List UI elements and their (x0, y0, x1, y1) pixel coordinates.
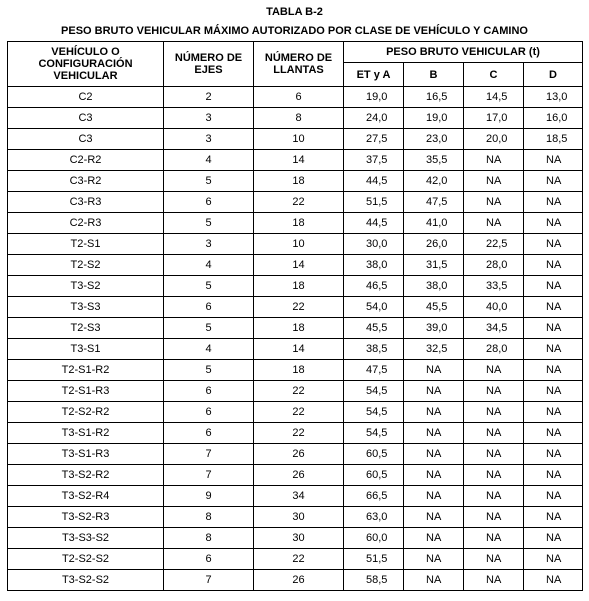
ejes-cell: 8 (164, 507, 254, 528)
header-c: C (464, 63, 524, 87)
vehiculo-cell: T2-S2 (8, 255, 164, 276)
c-cell: 22,5 (464, 234, 524, 255)
vehiculo-cell: C3 (8, 108, 164, 129)
b-cell: 23,0 (404, 129, 464, 150)
vehiculo-cell: T3-S2-R3 (8, 507, 164, 528)
ejes-cell: 6 (164, 549, 254, 570)
llantas-cell: 30 (254, 528, 344, 549)
header-d: D (524, 63, 583, 87)
llantas-cell: 22 (254, 381, 344, 402)
d-cell: NA (524, 192, 583, 213)
vehiculo-cell: C2-R3 (8, 213, 164, 234)
c-cell: NA (464, 192, 524, 213)
vehiculo-cell: C3 (8, 129, 164, 150)
table-row (8, 423, 583, 444)
weight-table (7, 41, 583, 591)
c-cell: 14,5 (464, 87, 524, 108)
et-y-a-cell: 54,5 (344, 381, 404, 402)
et-y-a-cell: 47,5 (344, 360, 404, 381)
header-peso: PESO BRUTO VEHICULAR (t) (344, 42, 583, 63)
c-cell: NA (464, 486, 524, 507)
b-cell: 32,5 (404, 339, 464, 360)
ejes-cell: 7 (164, 465, 254, 486)
table-row (8, 570, 583, 591)
d-cell: NA (524, 171, 583, 192)
et-y-a-cell: 24,0 (344, 108, 404, 129)
b-cell: 19,0 (404, 108, 464, 129)
d-cell: NA (524, 570, 583, 591)
d-cell: 16,0 (524, 108, 583, 129)
d-cell: NA (524, 549, 583, 570)
llantas-cell: 18 (254, 360, 344, 381)
llantas-cell: 26 (254, 465, 344, 486)
table-row (8, 192, 583, 213)
d-cell: NA (524, 360, 583, 381)
table-body (8, 87, 583, 591)
ejes-cell: 6 (164, 192, 254, 213)
vehiculo-cell: T3-S1-R2 (8, 423, 164, 444)
table-row (8, 360, 583, 381)
ejes-cell: 5 (164, 318, 254, 339)
b-cell: 31,5 (404, 255, 464, 276)
ejes-cell: 6 (164, 423, 254, 444)
vehiculo-cell: T3-S3 (8, 297, 164, 318)
d-cell: NA (524, 255, 583, 276)
llantas-cell: 6 (254, 87, 344, 108)
b-cell: NA (404, 570, 464, 591)
et-y-a-cell: 66,5 (344, 486, 404, 507)
b-cell: NA (404, 507, 464, 528)
b-cell: 45,5 (404, 297, 464, 318)
table-row (8, 381, 583, 402)
b-cell: 39,0 (404, 318, 464, 339)
et-y-a-cell: 51,5 (344, 549, 404, 570)
d-cell: NA (524, 276, 583, 297)
vehiculo-cell: C3-R2 (8, 171, 164, 192)
table-row (8, 108, 583, 129)
ejes-cell: 4 (164, 339, 254, 360)
table-row (8, 150, 583, 171)
table-row (8, 528, 583, 549)
d-cell: NA (524, 423, 583, 444)
b-cell: NA (404, 402, 464, 423)
llantas-cell: 22 (254, 549, 344, 570)
table-row (8, 339, 583, 360)
vehiculo-cell: C2-R2 (8, 150, 164, 171)
et-y-a-cell: 63,0 (344, 507, 404, 528)
table-row (8, 129, 583, 150)
vehiculo-cell: C2 (8, 87, 164, 108)
vehiculo-cell: T3-S2 (8, 276, 164, 297)
vehiculo-cell: T3-S2-S2 (8, 570, 164, 591)
et-y-a-cell: 38,0 (344, 255, 404, 276)
b-cell: NA (404, 381, 464, 402)
ejes-cell: 5 (164, 213, 254, 234)
b-cell: 41,0 (404, 213, 464, 234)
c-cell: NA (464, 549, 524, 570)
table-row (8, 507, 583, 528)
c-cell: NA (464, 360, 524, 381)
header-b: B (404, 63, 464, 87)
table-row (8, 549, 583, 570)
d-cell: NA (524, 402, 583, 423)
table-title: TABLA B-2 (266, 6, 323, 18)
et-y-a-cell: 27,5 (344, 129, 404, 150)
et-y-a-cell: 37,5 (344, 150, 404, 171)
llantas-cell: 14 (254, 339, 344, 360)
et-y-a-cell: 54,5 (344, 402, 404, 423)
llantas-cell: 22 (254, 423, 344, 444)
d-cell: NA (524, 444, 583, 465)
b-cell: 16,5 (404, 87, 464, 108)
c-cell: NA (464, 570, 524, 591)
table-row (8, 255, 583, 276)
b-cell: NA (404, 486, 464, 507)
vehiculo-cell: T3-S2-R2 (8, 465, 164, 486)
llantas-cell: 22 (254, 402, 344, 423)
llantas-cell: 14 (254, 255, 344, 276)
header-llantas: NÚMERO DE LLANTAS (254, 42, 344, 87)
d-cell: NA (524, 297, 583, 318)
vehiculo-cell: T2-S1 (8, 234, 164, 255)
ejes-cell: 8 (164, 528, 254, 549)
b-cell: 42,0 (404, 171, 464, 192)
d-cell: NA (524, 486, 583, 507)
et-y-a-cell: 45,5 (344, 318, 404, 339)
d-cell: NA (524, 234, 583, 255)
b-cell: NA (404, 360, 464, 381)
table-row (8, 444, 583, 465)
vehiculo-cell: T3-S2-R4 (8, 486, 164, 507)
ejes-cell: 4 (164, 255, 254, 276)
llantas-cell: 10 (254, 234, 344, 255)
llantas-cell: 18 (254, 213, 344, 234)
c-cell: 33,5 (464, 276, 524, 297)
table-row (8, 465, 583, 486)
ejes-cell: 6 (164, 381, 254, 402)
b-cell: 35,5 (404, 150, 464, 171)
c-cell: 28,0 (464, 339, 524, 360)
llantas-cell: 10 (254, 129, 344, 150)
et-y-a-cell: 19,0 (344, 87, 404, 108)
llantas-cell: 14 (254, 150, 344, 171)
c-cell: NA (464, 444, 524, 465)
b-cell: 47,5 (404, 192, 464, 213)
et-y-a-cell: 54,5 (344, 423, 404, 444)
ejes-cell: 7 (164, 570, 254, 591)
et-y-a-cell: 60,5 (344, 465, 404, 486)
et-y-a-cell: 54,0 (344, 297, 404, 318)
vehiculo-cell: T3-S1-R3 (8, 444, 164, 465)
vehiculo-cell: C3-R3 (8, 192, 164, 213)
llantas-cell: 22 (254, 297, 344, 318)
c-cell: NA (464, 402, 524, 423)
b-cell: NA (404, 444, 464, 465)
et-y-a-cell: 44,5 (344, 171, 404, 192)
vehiculo-cell: T2-S1-R2 (8, 360, 164, 381)
llantas-cell: 26 (254, 570, 344, 591)
ejes-cell: 7 (164, 444, 254, 465)
vehiculo-cell: T2-S1-R3 (8, 381, 164, 402)
c-cell: NA (464, 465, 524, 486)
b-cell: 26,0 (404, 234, 464, 255)
et-y-a-cell: 44,5 (344, 213, 404, 234)
et-y-a-cell: 46,5 (344, 276, 404, 297)
table-row (8, 486, 583, 507)
c-cell: 20,0 (464, 129, 524, 150)
d-cell: NA (524, 381, 583, 402)
c-cell: 34,5 (464, 318, 524, 339)
ejes-cell: 5 (164, 171, 254, 192)
table-row (8, 213, 583, 234)
b-cell: NA (404, 465, 464, 486)
d-cell: NA (524, 318, 583, 339)
llantas-cell: 34 (254, 486, 344, 507)
ejes-cell: 3 (164, 234, 254, 255)
c-cell: NA (464, 213, 524, 234)
llantas-cell: 22 (254, 192, 344, 213)
vehiculo-cell: T2-S3 (8, 318, 164, 339)
d-cell: NA (524, 150, 583, 171)
d-cell: NA (524, 507, 583, 528)
c-cell: NA (464, 381, 524, 402)
table-row (8, 318, 583, 339)
llantas-cell: 18 (254, 171, 344, 192)
ejes-cell: 3 (164, 108, 254, 129)
vehiculo-cell: T3-S3-S2 (8, 528, 164, 549)
c-cell: NA (464, 150, 524, 171)
ejes-cell: 5 (164, 276, 254, 297)
table-row (8, 276, 583, 297)
c-cell: NA (464, 528, 524, 549)
b-cell: 38,0 (404, 276, 464, 297)
c-cell: 40,0 (464, 297, 524, 318)
b-cell: NA (404, 528, 464, 549)
et-y-a-cell: 58,5 (344, 570, 404, 591)
table-row (8, 87, 583, 108)
llantas-cell: 30 (254, 507, 344, 528)
llantas-cell: 8 (254, 108, 344, 129)
c-cell: NA (464, 507, 524, 528)
et-y-a-cell: 30,0 (344, 234, 404, 255)
et-y-a-cell: 51,5 (344, 192, 404, 213)
b-cell: NA (404, 549, 464, 570)
llantas-cell: 18 (254, 276, 344, 297)
ejes-cell: 4 (164, 150, 254, 171)
header-ejes: NÚMERO DE EJES (164, 42, 254, 87)
table-row (8, 402, 583, 423)
ejes-cell: 3 (164, 129, 254, 150)
b-cell: NA (404, 423, 464, 444)
vehiculo-cell: T3-S1 (8, 339, 164, 360)
ejes-cell: 2 (164, 87, 254, 108)
table-row (8, 234, 583, 255)
vehiculo-cell: T2-S2-R2 (8, 402, 164, 423)
ejes-cell: 9 (164, 486, 254, 507)
d-cell: NA (524, 339, 583, 360)
d-cell: NA (524, 213, 583, 234)
c-cell: 28,0 (464, 255, 524, 276)
vehiculo-cell: T2-S2-S2 (8, 549, 164, 570)
d-cell: NA (524, 528, 583, 549)
d-cell: NA (524, 465, 583, 486)
c-cell: NA (464, 423, 524, 444)
llantas-cell: 26 (254, 444, 344, 465)
et-y-a-cell: 38,5 (344, 339, 404, 360)
ejes-cell: 6 (164, 297, 254, 318)
table-row (8, 297, 583, 318)
ejes-cell: 5 (164, 360, 254, 381)
llantas-cell: 18 (254, 318, 344, 339)
et-y-a-cell: 60,0 (344, 528, 404, 549)
table-subtitle: PESO BRUTO VEHICULAR MÁXIMO AUTORIZADO POR CLASE DE VEHÍCULO Y CAMINO (61, 25, 528, 37)
c-cell: NA (464, 171, 524, 192)
header-vehiculo: VEHÍCULO O CONFIGURACIÓN VEHICULAR (8, 42, 164, 87)
header-et-y-a: ET y A (344, 63, 404, 87)
d-cell: 18,5 (524, 129, 583, 150)
table-row (8, 171, 583, 192)
c-cell: 17,0 (464, 108, 524, 129)
d-cell: 13,0 (524, 87, 583, 108)
et-y-a-cell: 60,5 (344, 444, 404, 465)
ejes-cell: 6 (164, 402, 254, 423)
